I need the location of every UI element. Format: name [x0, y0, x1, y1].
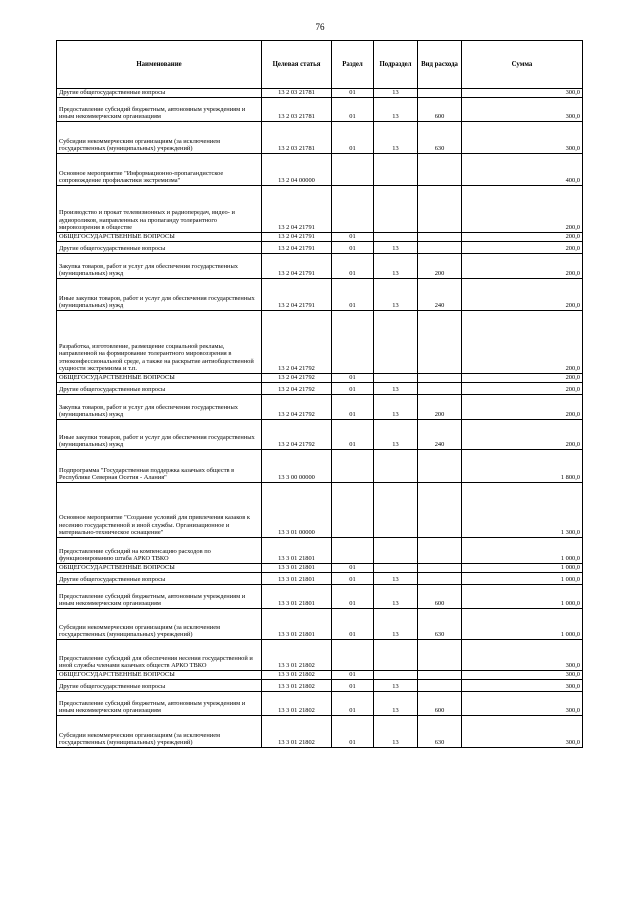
row-name: Другие общегосударственные вопросы: [57, 242, 262, 254]
row-code: 13 2 04 21792: [262, 383, 332, 395]
row-name: Субсидии некоммерческим организациям (за исключением государственных (муниципальных) учреждений): [57, 122, 262, 154]
header-name: Наименование: [57, 41, 262, 89]
row-amount: 200,0: [462, 395, 583, 420]
row-code: 13 3 01 21801: [262, 564, 332, 573]
row-subsection: 13: [374, 242, 418, 254]
row-name: ОБЩЕГОСУДАРСТВЕННЫЕ ВОПРОСЫ: [57, 374, 262, 383]
row-code: 13 3 01 21802: [262, 640, 332, 671]
row-expense-type: 600: [418, 98, 462, 122]
row-code: 13 3 01 21801: [262, 585, 332, 609]
header-code: Целевая статья: [262, 41, 332, 89]
row-expense-type: [418, 242, 462, 254]
row-section: 01: [332, 692, 374, 716]
table-row: [57, 186, 583, 233]
row-name: Другие общегосударственные вопросы: [57, 383, 262, 395]
row-code: 13 2 03 21781: [262, 98, 332, 122]
row-subsection: 13: [374, 395, 418, 420]
row-amount: 1 000,0: [462, 573, 583, 585]
row-expense-type: 630: [418, 609, 462, 640]
row-code: 13 2 04 00000: [262, 154, 332, 186]
row-expense-type: [418, 573, 462, 585]
row-name: Субсидии некоммерческим организациям (за исключением государственных (муниципальных) учреждений): [57, 716, 262, 748]
row-expense-type: [418, 538, 462, 564]
row-code: 13 2 04 21791: [262, 233, 332, 242]
table-row: [57, 311, 583, 374]
row-name: Другие общегосударственные вопросы: [57, 680, 262, 692]
table-row: [57, 89, 583, 98]
row-expense-type: [418, 311, 462, 374]
row-amount: 1 800,0: [462, 450, 583, 483]
table-row: [57, 538, 583, 564]
row-amount: 300,0: [462, 716, 583, 748]
row-expense-type: [418, 450, 462, 483]
row-amount: 300,0: [462, 640, 583, 671]
row-amount: 1 300,0: [462, 483, 583, 538]
row-expense-type: [418, 374, 462, 383]
row-subsection: 13: [374, 692, 418, 716]
row-expense-type: [418, 640, 462, 671]
row-expense-type: [418, 154, 462, 186]
row-subsection: [374, 186, 418, 233]
table-row: [57, 254, 583, 279]
row-section: 01: [332, 242, 374, 254]
row-code: 13 2 04 21792: [262, 374, 332, 383]
row-name: Субсидии некоммерческим организациям (за исключением государственных (муниципальных) учреждений): [57, 609, 262, 640]
row-expense-type: [418, 383, 462, 395]
row-subsection: 13: [374, 680, 418, 692]
row-subsection: 13: [374, 420, 418, 450]
table-row: [57, 692, 583, 716]
table-row: [57, 609, 583, 640]
row-code: 13 3 01 21802: [262, 716, 332, 748]
row-section: 01: [332, 374, 374, 383]
row-amount: 300,0: [462, 671, 583, 680]
row-code: 13 2 04 21791: [262, 254, 332, 279]
row-section: [332, 186, 374, 233]
row-subsection: 13: [374, 89, 418, 98]
row-subsection: 13: [374, 573, 418, 585]
row-subsection: 13: [374, 254, 418, 279]
table-row: [57, 242, 583, 254]
row-amount: 200,0: [462, 242, 583, 254]
row-expense-type: 240: [418, 420, 462, 450]
row-expense-type: 600: [418, 585, 462, 609]
table-row: [57, 395, 583, 420]
row-expense-type: 600: [418, 692, 462, 716]
row-name: Иные закупки товаров, работ и услуг для обеспечения государственных (муниципальных) нужд: [57, 279, 262, 311]
row-section: 01: [332, 716, 374, 748]
row-amount: 200,0: [462, 420, 583, 450]
row-expense-type: [418, 186, 462, 233]
row-section: 01: [332, 383, 374, 395]
row-amount: 1 000,0: [462, 564, 583, 573]
row-code: 13 2 04 21791: [262, 242, 332, 254]
row-code: 13 2 04 21791: [262, 186, 332, 233]
row-section: 01: [332, 573, 374, 585]
row-amount: 200,0: [462, 233, 583, 242]
table-row: [57, 233, 583, 242]
row-expense-type: 630: [418, 122, 462, 154]
row-subsection: [374, 233, 418, 242]
row-name: Иные закупки товаров, работ и услуг для обеспечения государственных (муниципальных) нужд: [57, 420, 262, 450]
table-header-row: [57, 41, 583, 89]
row-name: Предоставление субсидий бюджетным, автономным учреждениям и иным некоммерческим организациям: [57, 585, 262, 609]
table-row: [57, 573, 583, 585]
row-subsection: 13: [374, 716, 418, 748]
row-subsection: 13: [374, 383, 418, 395]
row-name: Подпрограмма "Государственная поддержка казачьих обществ в Республике Северная Осетия - Алания": [57, 450, 262, 483]
row-amount: 300,0: [462, 692, 583, 716]
table-row: [57, 483, 583, 538]
table-row: [57, 680, 583, 692]
header-subsection: Подраздел: [374, 41, 418, 89]
row-code: 13 3 01 21801: [262, 573, 332, 585]
row-section: 01: [332, 254, 374, 279]
row-name: Производство и прокат телевизионных и радиопередач, видео- и аудиороликов, направленных на пропаганду толерантного мировоззрения в обществе: [57, 186, 262, 233]
row-code: 13 2 04 21792: [262, 395, 332, 420]
row-section: 01: [332, 89, 374, 98]
row-subsection: [374, 374, 418, 383]
row-code: 13 3 01 21801: [262, 609, 332, 640]
row-amount: 1 000,0: [462, 585, 583, 609]
row-section: 01: [332, 671, 374, 680]
table-row: [57, 279, 583, 311]
row-expense-type: 200: [418, 254, 462, 279]
row-amount: 200,0: [462, 374, 583, 383]
row-section: 01: [332, 122, 374, 154]
row-code: 13 2 04 21791: [262, 279, 332, 311]
row-section: 01: [332, 680, 374, 692]
row-subsection: 13: [374, 98, 418, 122]
row-subsection: [374, 538, 418, 564]
row-amount: 1 000,0: [462, 609, 583, 640]
row-code: 13 2 04 21792: [262, 311, 332, 374]
table-row: [57, 564, 583, 573]
row-section: 01: [332, 395, 374, 420]
row-section: 01: [332, 420, 374, 450]
row-name: ОБЩЕГОСУДАРСТВЕННЫЕ ВОПРОСЫ: [57, 564, 262, 573]
table-row: [57, 420, 583, 450]
row-amount: 300,0: [462, 98, 583, 122]
row-code: 13 3 01 21802: [262, 692, 332, 716]
row-subsection: [374, 311, 418, 374]
row-section: 01: [332, 233, 374, 242]
row-section: [332, 483, 374, 538]
row-name: Другие общегосударственные вопросы: [57, 89, 262, 98]
row-expense-type: [418, 483, 462, 538]
row-subsection: [374, 154, 418, 186]
row-subsection: 13: [374, 122, 418, 154]
row-section: 01: [332, 279, 374, 311]
row-subsection: [374, 564, 418, 573]
row-code: 13 3 00 00000: [262, 450, 332, 483]
table-row: [57, 154, 583, 186]
row-amount: 200,0: [462, 383, 583, 395]
row-name: ОБЩЕГОСУДАРСТВЕННЫЕ ВОПРОСЫ: [57, 233, 262, 242]
row-amount: 400,0: [462, 154, 583, 186]
row-section: [332, 154, 374, 186]
row-subsection: 13: [374, 585, 418, 609]
table-row: [57, 383, 583, 395]
row-name: Предоставление субсидий бюджетным, автономным учреждениям и иным некоммерческим организациям: [57, 692, 262, 716]
row-name: Другие общегосударственные вопросы: [57, 573, 262, 585]
row-section: [332, 311, 374, 374]
row-section: [332, 538, 374, 564]
row-expense-type: [418, 680, 462, 692]
row-amount: 200,0: [462, 311, 583, 374]
row-expense-type: 240: [418, 279, 462, 311]
row-amount: 300,0: [462, 122, 583, 154]
header-expense-type: Вид расхода: [418, 41, 462, 89]
row-amount: 1 000,0: [462, 538, 583, 564]
row-section: 01: [332, 564, 374, 573]
row-amount: 200,0: [462, 254, 583, 279]
table-row: [57, 716, 583, 748]
row-expense-type: [418, 671, 462, 680]
row-section: [332, 640, 374, 671]
row-code: 13 2 04 21792: [262, 420, 332, 450]
table-row: [57, 98, 583, 122]
row-expense-type: 200: [418, 395, 462, 420]
row-name: Закупка товаров, работ и услуг для обеспечения государственных (муниципальных) нужд: [57, 254, 262, 279]
row-subsection: [374, 671, 418, 680]
row-name: Разработка, изготовление, размещение социальной рекламы, направленной на формирование толерантного мировоззрения в этноконфессиональной среде, а также на раскрытие антиобщественной сущности экстремизма и т.п.: [57, 311, 262, 374]
row-amount: 300,0: [462, 89, 583, 98]
row-code: 13 3 01 21802: [262, 671, 332, 680]
row-name: Закупка товаров, работ и услуг для обеспечения государственных (муниципальных) нужд: [57, 395, 262, 420]
table-row: [57, 640, 583, 671]
table-row: [57, 450, 583, 483]
row-section: 01: [332, 609, 374, 640]
row-code: 13 3 01 21802: [262, 680, 332, 692]
row-name: Предоставление субсидий для обеспечения несения государственной и иной службы членами казачьих обществ АРКО ТВКО: [57, 640, 262, 671]
budget-table: [56, 40, 583, 748]
row-amount: 200,0: [462, 186, 583, 233]
row-section: 01: [332, 585, 374, 609]
row-amount: 300,0: [462, 680, 583, 692]
row-name: ОБЩЕГОСУДАРСТВЕННЫЕ ВОПРОСЫ: [57, 671, 262, 680]
row-subsection: [374, 450, 418, 483]
table-row: [57, 374, 583, 383]
page-number: 76: [315, 22, 325, 32]
table-body: [57, 89, 583, 748]
row-expense-type: [418, 89, 462, 98]
row-code: 13 2 03 21781: [262, 122, 332, 154]
row-expense-type: 630: [418, 716, 462, 748]
header-section: Раздел: [332, 41, 374, 89]
row-section: 01: [332, 98, 374, 122]
row-subsection: 13: [374, 279, 418, 311]
table-row: [57, 122, 583, 154]
header-amount: Сумма: [462, 41, 583, 89]
row-name: Основное мероприятие "Создание условий для привлечения казаков к несению государственной и иной службы. Организационное и материально-техническое оснащение": [57, 483, 262, 538]
row-code: 13 2 03 21781: [262, 89, 332, 98]
row-name: Основное мероприятие "Информационно-пропагандистское сопровождение профилактики экстремизма": [57, 154, 262, 186]
row-amount: 200,0: [462, 279, 583, 311]
row-name: Предоставление субсидий бюджетным, автономным учреждениям и иным некоммерческим организациям: [57, 98, 262, 122]
row-code: 13 3 01 21801: [262, 538, 332, 564]
row-name: Предоставление субсидий на компенсацию расходов по функционированию штаба АРКО ТВКО: [57, 538, 262, 564]
row-subsection: 13: [374, 609, 418, 640]
row-subsection: [374, 640, 418, 671]
table-row: [57, 671, 583, 680]
row-expense-type: [418, 233, 462, 242]
row-section: [332, 450, 374, 483]
table-row: [57, 585, 583, 609]
row-expense-type: [418, 564, 462, 573]
row-code: 13 3 01 00000: [262, 483, 332, 538]
row-subsection: [374, 483, 418, 538]
